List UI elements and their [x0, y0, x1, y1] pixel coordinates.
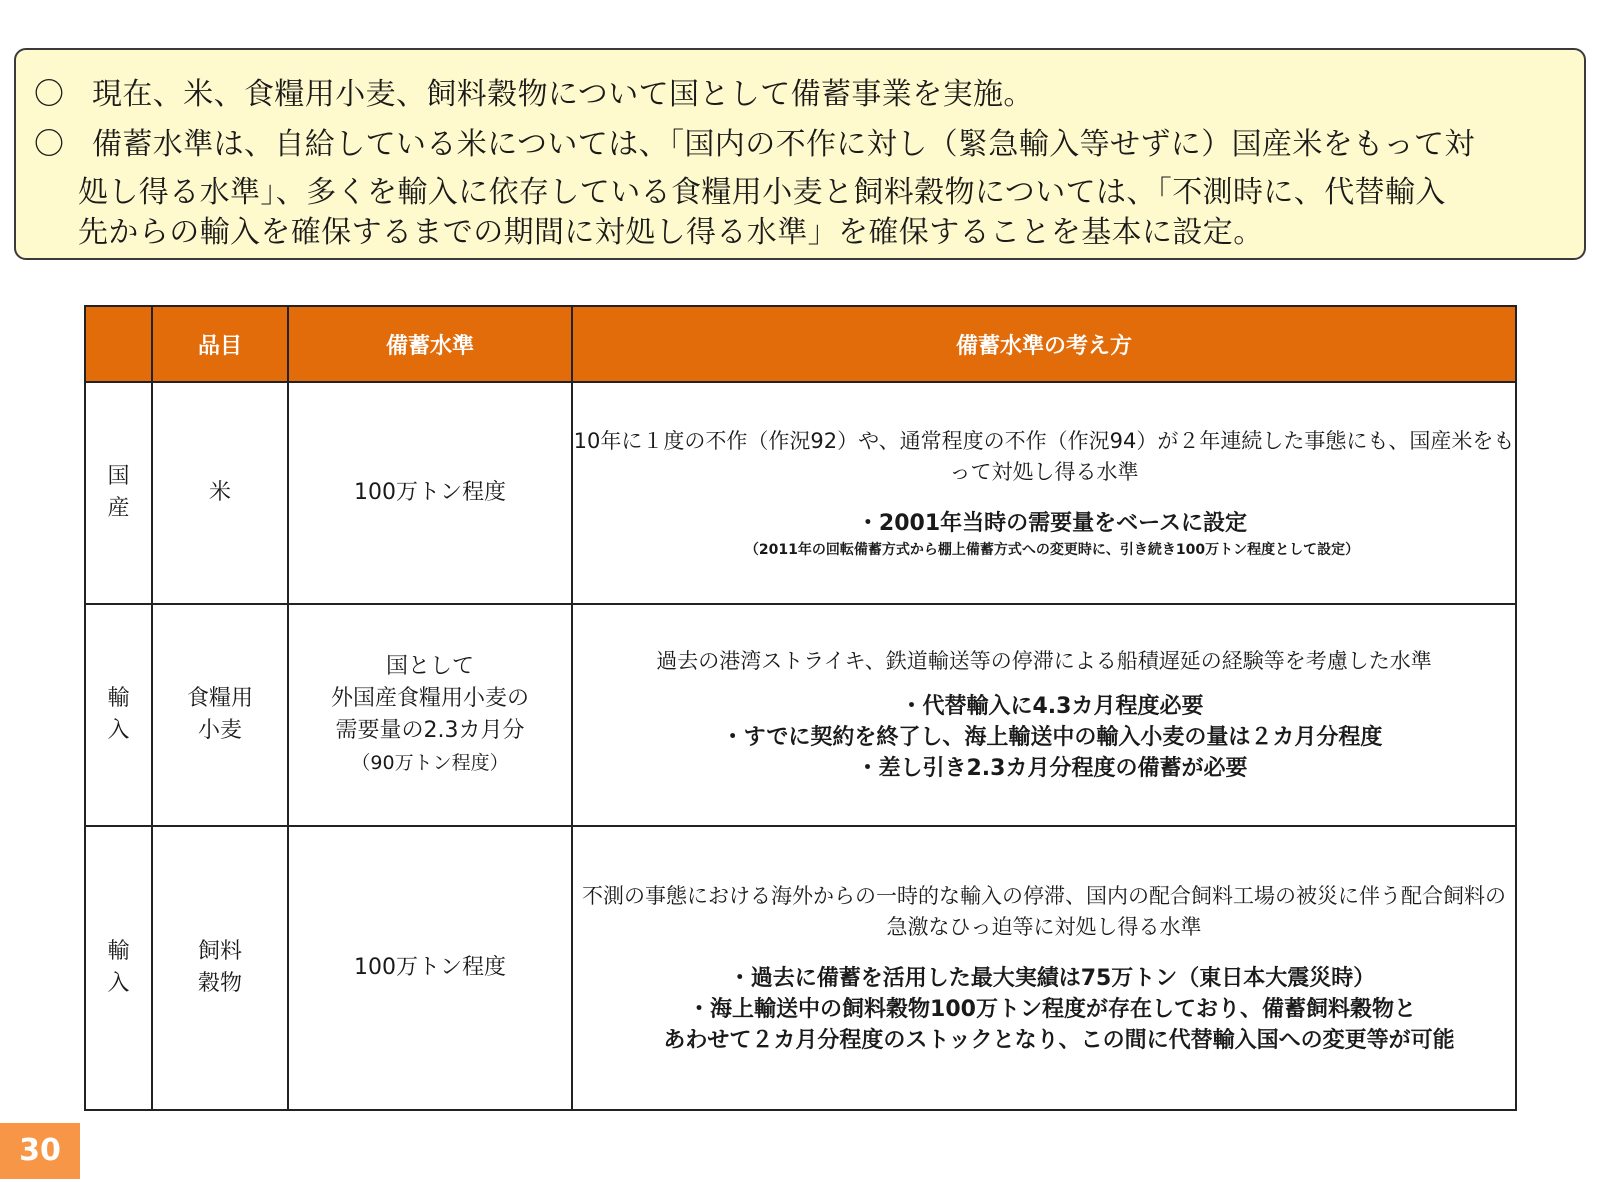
- rationale-bullets: [573, 691, 1515, 784]
- header-rationale: 備蓄水準の考え方: [572, 306, 1516, 382]
- rationale-description: 不測の事態における海外からの一時的な輸入の停滞、国内の配合飼料工場の被災に伴う配合飼料の急激なひっ迫等に対処し得る水準: [582, 883, 1506, 939]
- origin-cell: [85, 604, 152, 826]
- rationale-bullets: [573, 963, 1515, 1056]
- rationale-bullet: ・差し引き2.3カ月分程度の備蓄が必要: [856, 756, 1248, 781]
- item-cell: [152, 604, 288, 826]
- rationale-cell: [572, 826, 1516, 1110]
- page-number: 30: [0, 1123, 80, 1179]
- circle-bullet-icon: 〇: [34, 127, 65, 162]
- origin-label: 国産: [107, 464, 130, 521]
- rationale-description: 10年に１度の不作（作況92）や、通常程度の不作（作況94）が２年連続した事態にも、国産米をもって対処し得る水準: [573, 428, 1515, 484]
- item-cell: [152, 382, 288, 604]
- summary-box: [14, 48, 1586, 260]
- item-label-line1: 食糧用: [186, 686, 253, 711]
- table-row-wheat: [85, 604, 1516, 826]
- level-line2: 外国産食糧用小麦の: [330, 686, 529, 711]
- rationale-cell: [572, 604, 1516, 826]
- table-header-row: [85, 306, 1516, 382]
- origin-label: 輸入: [107, 939, 130, 996]
- rationale-bullet: ・過去に備蓄を活用した最大実績は75万トン（東日本大震災時）: [728, 965, 1376, 991]
- summary-line-3: 処し得る水準」、多くを輸入に依存している食糧用小麦と飼料穀物については、「不測時に、代替輸入: [78, 175, 1446, 210]
- summary-line-1: [34, 72, 1578, 118]
- rationale-bullet: ・海上輸送中の飼料穀物100万トン程度が存在しており、備蓄飼料穀物と: [688, 996, 1416, 1022]
- level-label: 100万トン程度: [354, 480, 506, 505]
- stockpile-table: [84, 305, 1517, 1111]
- level-cell: [288, 604, 572, 826]
- origin-cell: [85, 382, 152, 604]
- origin-cell: [85, 826, 152, 1110]
- level-line1: 国として: [385, 654, 474, 679]
- item-label-line1: 飼料: [197, 939, 242, 964]
- circle-bullet-icon: 〇: [34, 77, 65, 112]
- rationale-bullet: ・代替輸入に4.3カ月程度必要: [900, 694, 1204, 719]
- item-label-line2: 小麦: [197, 718, 242, 743]
- item-cell: [152, 826, 288, 1110]
- rationale-cell: [572, 382, 1516, 604]
- level-label: 100万トン程度: [354, 955, 506, 980]
- summary-line-4: 先からの輸入を確保するまでの期間に対処し得る水準」を確保することを基本に設定。: [78, 215, 1264, 250]
- table-row-feed-grain: [85, 826, 1516, 1110]
- level-line4: （90万トン程度）: [351, 752, 509, 774]
- rationale-description: 過去の港湾ストライキ、鉄道輸送等の停滞による船積遅延の経験等を考慮した水準: [656, 649, 1432, 673]
- rationale-note: （2011年の回転備蓄方式から棚上備蓄方式への変更時に、引き続き100万トン程度として設定）: [744, 541, 1360, 558]
- header-blank: [85, 306, 152, 382]
- summary-text-2: 備蓄水準は、自給している米については、「国内の不作に対し（緊急輸入等せずに）国産米をもって対: [92, 127, 1475, 162]
- item-label-line2: 穀物: [197, 971, 242, 996]
- origin-label: 輸入: [107, 686, 130, 743]
- summary-text-1: 現在、米、食糧用小麦、飼料穀物について国として備蓄事業を実施。: [92, 77, 1034, 112]
- level-cell: [288, 382, 572, 604]
- header-level: 備蓄水準: [288, 306, 572, 382]
- rationale-bullet: ・2001年当時の需要量をベースに設定: [856, 510, 1248, 536]
- rationale-bullet: ・すでに契約を終了し、海上輸送中の輸入小麦の量は２カ月分程度: [721, 725, 1383, 750]
- rationale-bullet-continuation: あわせて２カ月分程度のストックとなり、この間に代替輸入国への変更等が可能: [663, 1027, 1455, 1053]
- level-line3: 需要量の2.3カ月分: [335, 718, 525, 743]
- rationale-bullets: [573, 508, 1515, 561]
- item-label: 米: [208, 480, 231, 505]
- table-row-rice: [85, 382, 1516, 604]
- summary-line-2: [34, 122, 1578, 168]
- level-cell: [288, 826, 572, 1110]
- header-item: 品目: [152, 306, 288, 382]
